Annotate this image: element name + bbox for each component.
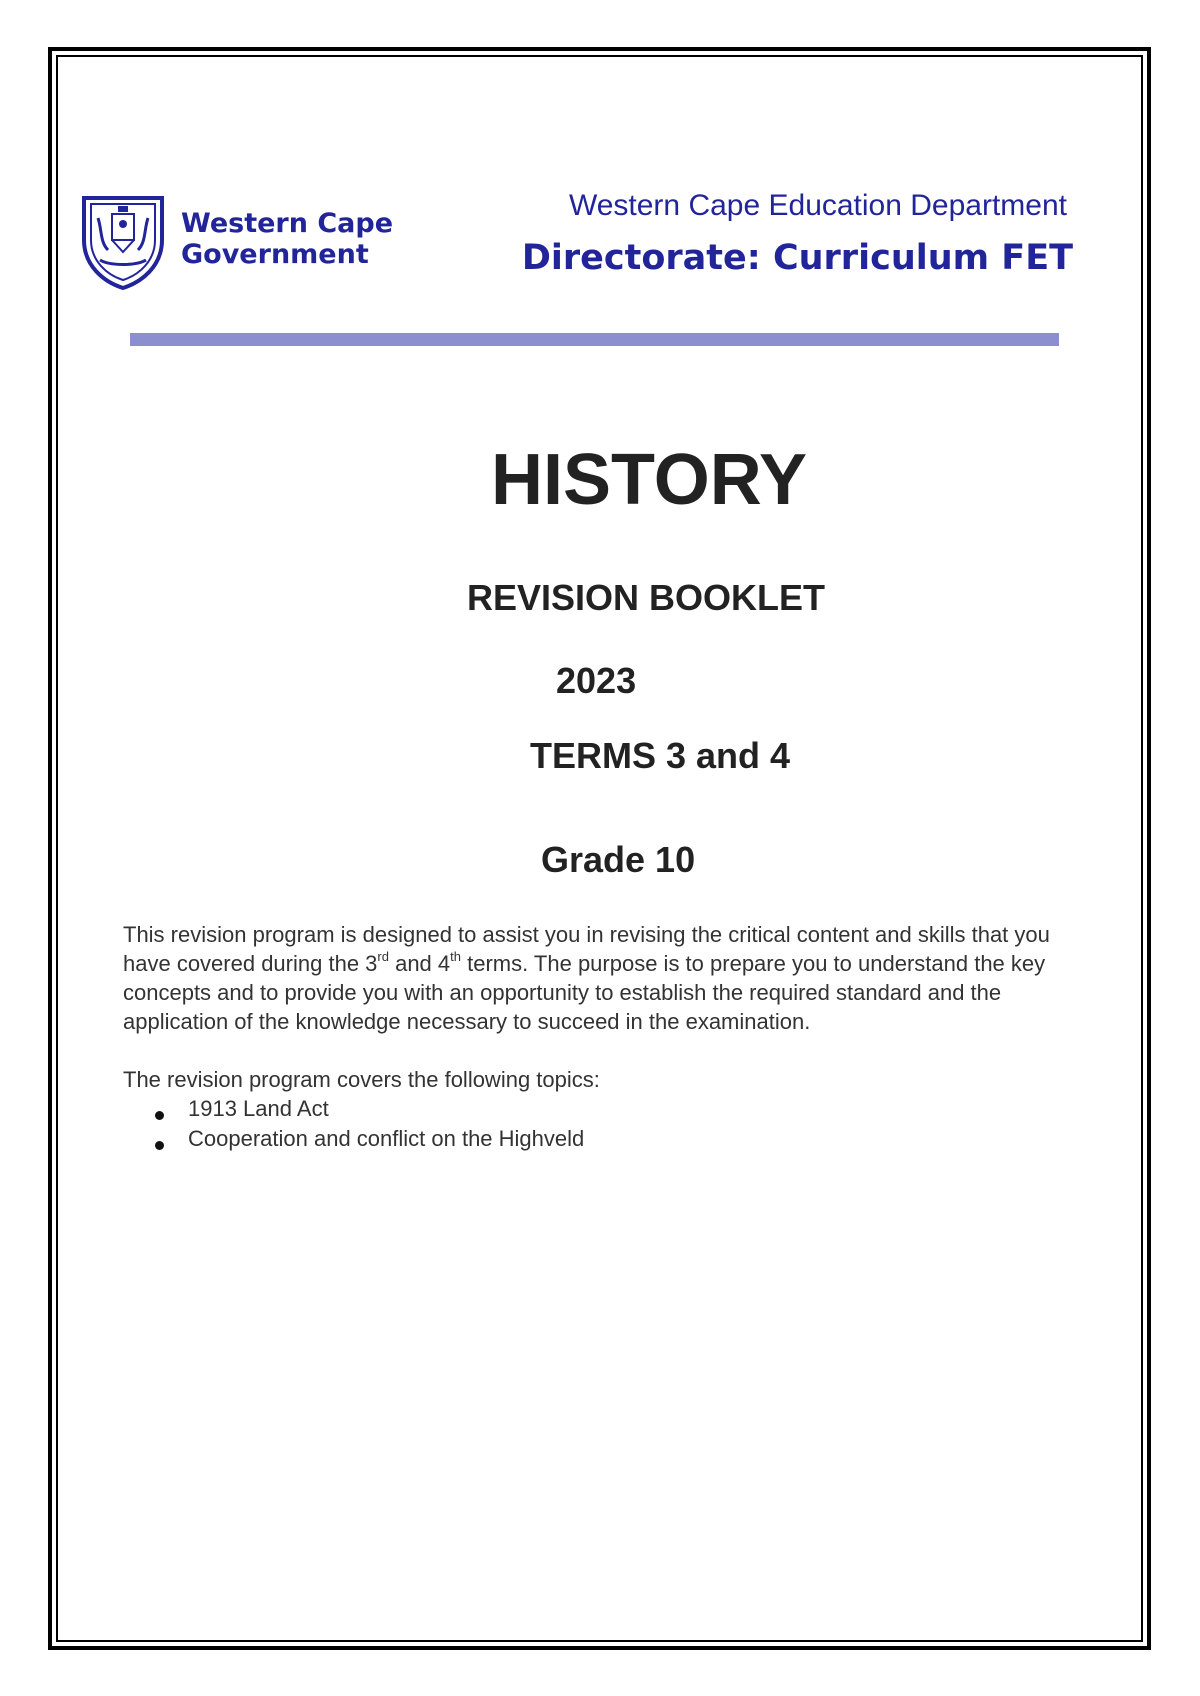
western-cape-government-logo — [78, 194, 398, 290]
intro-sup2: th — [450, 948, 461, 964]
coat-of-arms-icon — [78, 194, 168, 290]
topic-item: Cooperation and conflict on the Highveld — [188, 1124, 1073, 1154]
intro-part1: This revision program is designed to assist you in revising the critical content and skills that you have covered during the 3 — [123, 922, 1050, 976]
year: 2023 — [556, 660, 637, 701]
topics-list — [123, 1094, 1073, 1154]
booklet-title: REVISION BOOKLET — [467, 577, 826, 618]
directorate-name: Directorate: Curriculum FET — [521, 238, 1073, 278]
intro-part2: and 4 — [388, 951, 451, 976]
intro-part3: terms. The purpose is to prepare you to understand the key concepts and to provide you with an opportunity to establish the required standard and the application of the knowledge necessary to succeed in the examination. — [123, 951, 1046, 1034]
intro-paragraph — [123, 920, 1073, 1036]
intro-sup1: rd — [377, 948, 389, 964]
subject-title: HISTORY — [491, 440, 808, 520]
terms: TERMS 3 and 4 — [530, 735, 791, 776]
logo-text-line1: Western Cape — [181, 208, 394, 239]
logo-text-line2: Government — [181, 239, 369, 270]
topics-lead: The revision program covers the following topics: — [123, 1067, 600, 1092]
header-divider — [130, 333, 1059, 346]
logo-text — [181, 208, 393, 270]
topic-item: 1913 Land Act — [188, 1094, 1073, 1124]
intro-section — [123, 920, 1073, 1154]
department-name: Western Cape Education Department — [568, 189, 1067, 222]
grade: Grade 10 — [541, 839, 696, 880]
